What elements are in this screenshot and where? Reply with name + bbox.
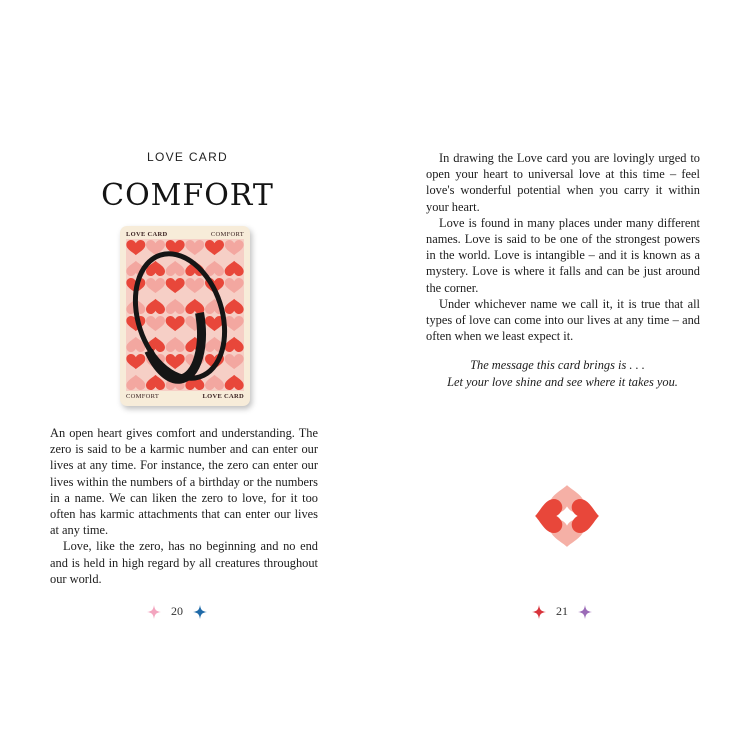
card-pattern-background <box>126 239 244 391</box>
sparkle-star-icon <box>193 605 207 619</box>
card-category-label: LOVE CARD <box>146 150 229 164</box>
card-corner-top-right: COMFORT <box>210 231 244 238</box>
right-body-text <box>426 150 700 344</box>
card-corner-bottom-right: LOVE CARD <box>202 393 244 400</box>
paragraph: Under whichever name we call it, it is true that all types of love can come into our lives at any time – and often when we least expect it. <box>426 296 700 344</box>
heart-clover-icon <box>527 477 607 555</box>
page-number: 20 <box>171 604 183 618</box>
clover-heart <box>535 499 562 533</box>
quote-line: The message this card brings is . . . <box>470 358 645 372</box>
quote-line: Let your love shine and see where it takes you. <box>447 374 678 389</box>
clover-heart <box>572 499 599 533</box>
left-folio <box>147 604 207 619</box>
paragraph: An open heart gives comfort and understanding. The zero is said to be a karmic number and can enter our lives at any time. For instance, the zero can enter our lives within the numbers of a birthday or the numbers in a name. We can liken the zero to love, for it too often has karmic attachments that can enter our lives at any time. <box>50 426 318 538</box>
sparkle-star-icon <box>532 605 546 619</box>
card-corner-bottom-left: COMFORT <box>126 393 160 400</box>
card-corner-top-left: LOVE CARD <box>126 231 168 238</box>
page-number: 21 <box>556 604 568 618</box>
card-message-quote <box>375 357 750 390</box>
love-card-image <box>120 226 250 406</box>
sparkle-star-icon <box>578 605 592 619</box>
sparkle-star-icon <box>147 605 161 619</box>
right-folio <box>532 604 592 619</box>
card-title: COMFORT <box>101 178 274 213</box>
left-body-text <box>50 425 318 587</box>
heart-pattern-artwork <box>120 226 250 406</box>
paragraph: In drawing the Love card you are lovingly urged to open your heart to universal love at this time – feel love's wonderful potential when you carry it within your heart. <box>426 151 700 214</box>
paragraph: Love is found in many places under many different names. Love is said to be one of the strongest powers in the world. Love is intangible – and it is known as a mystery. Love is where it falls and can be just around the corner. <box>426 215 700 295</box>
paragraph: Love, like the zero, has no beginning and no end and is held in high regard by all creatures throughout our world. <box>50 539 318 586</box>
right-page <box>375 0 750 750</box>
